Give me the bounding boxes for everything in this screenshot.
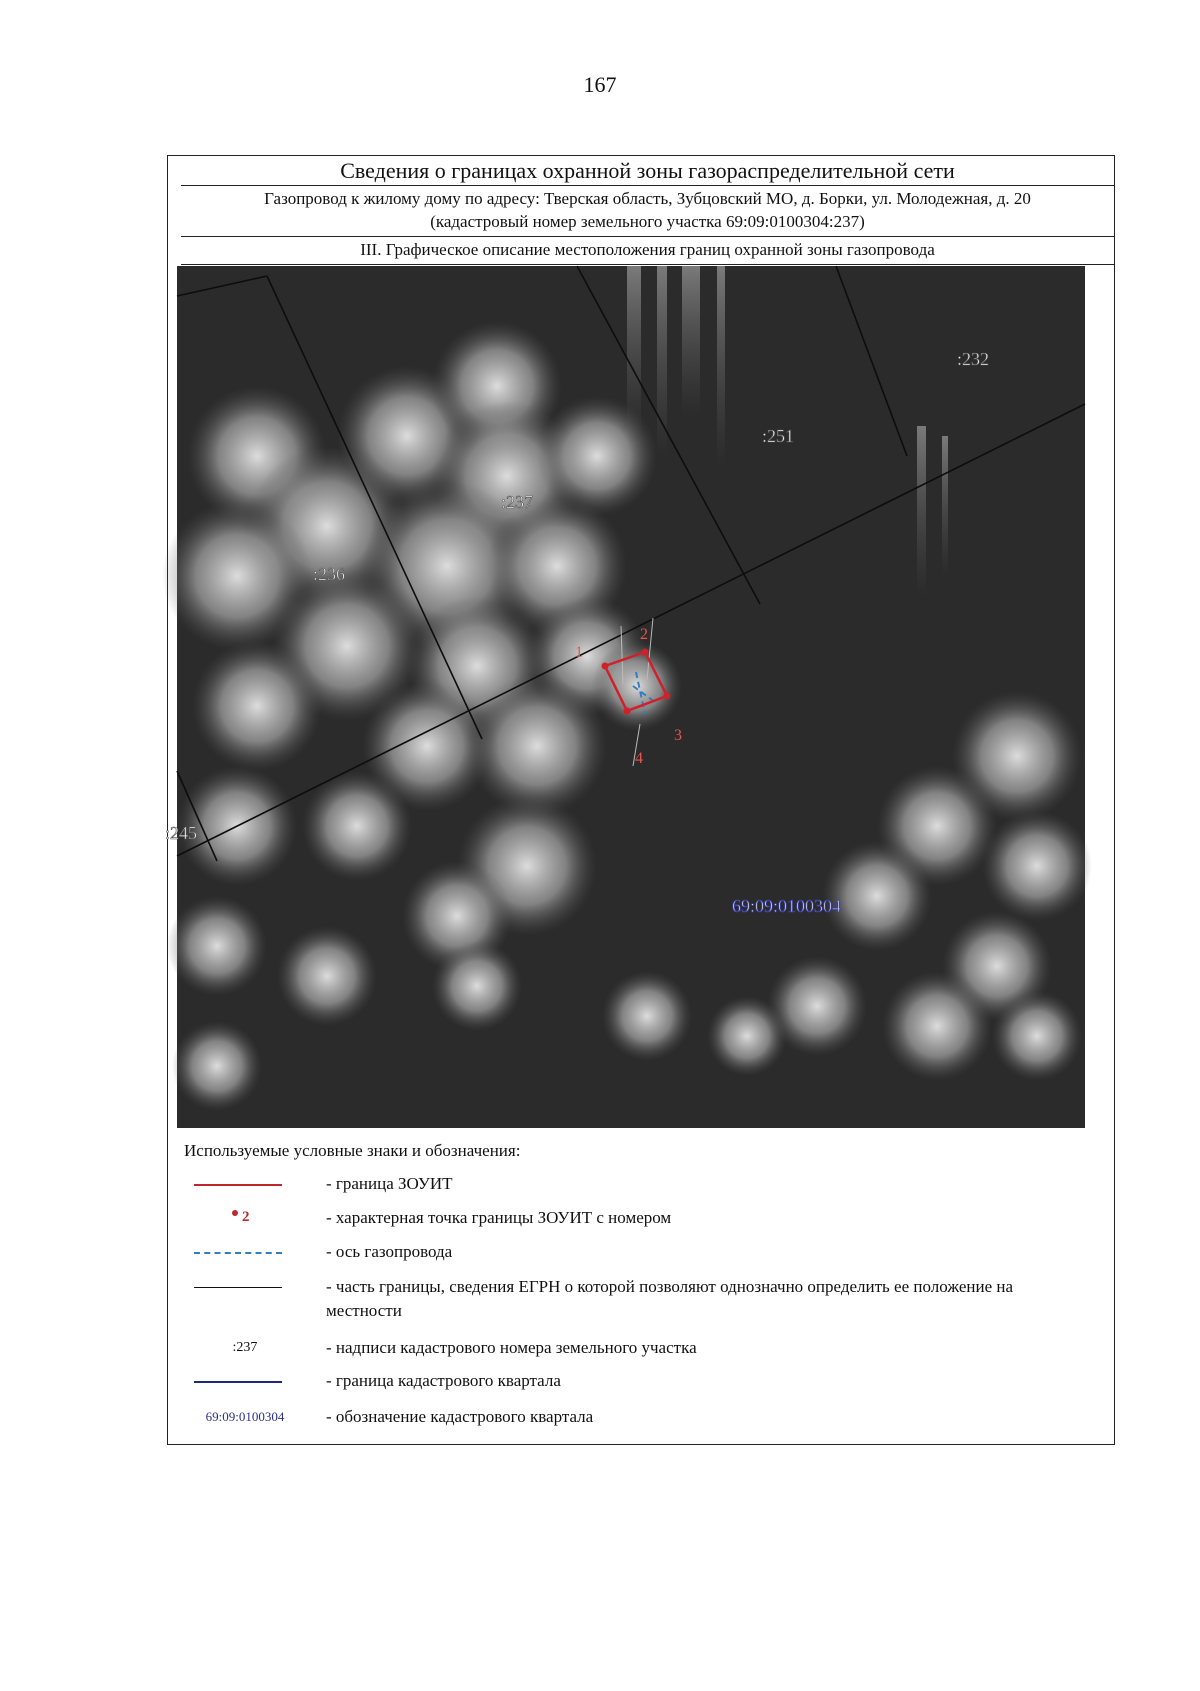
document-subtitle [181, 185, 1114, 237]
parcel-label-251: :251 [762, 426, 795, 446]
legend-symbol-zouit-boundary [180, 1172, 310, 1198]
subtitle-line-2: (кадастровый номер земельного участка 69:09:0100304:237) [430, 212, 865, 231]
document-title: Сведения о границах охранной зоны газораспределительной сети [181, 156, 1114, 186]
point-label-1: 1 [575, 644, 583, 661]
legend-symbol-egrn-boundary [180, 1275, 310, 1301]
legend-title: Используемые условные знаки и обозначения: [184, 1141, 521, 1160]
legend-symbol-parcel-label: :237 [232, 1340, 258, 1355]
parcel-label-232: :232 [957, 349, 990, 369]
legend-symbol-pipeline-axis [180, 1240, 310, 1266]
legend-symbol-zouit-point: 2 [180, 1206, 310, 1232]
parcel-label-245: :245 [165, 823, 198, 843]
legend-symbol-quarter-label: 69:09:0100304 [205, 1409, 285, 1424]
parcel-label-237: :237 [501, 492, 534, 512]
point-label-2: 2 [640, 626, 648, 643]
page-number: 167 [583, 72, 617, 97]
quarter-label: 69:09:0100304 [732, 896, 842, 916]
section-title: III. Графическое описание местоположения границ охранной зоны газопровода [181, 236, 1114, 265]
zouit-point-3 [664, 693, 671, 700]
zouit-point-2 [642, 649, 649, 656]
legend-symbol-quarter-boundary [180, 1369, 310, 1395]
parcel-label-236: :236 [313, 564, 346, 584]
subtitle-line-1: Газопровод к жилому дому по адресу: Тверская область, Зубцовский МО, д. Борки, ул. Молодежная, д. 20 [264, 189, 1031, 208]
map-canvas [165, 266, 1085, 1128]
zouit-point-4 [624, 708, 631, 715]
point-label-3: 3 [674, 727, 682, 744]
point-label-4: 4 [635, 750, 643, 767]
aerial-map [165, 266, 1085, 1128]
zouit-point-1 [602, 663, 609, 670]
